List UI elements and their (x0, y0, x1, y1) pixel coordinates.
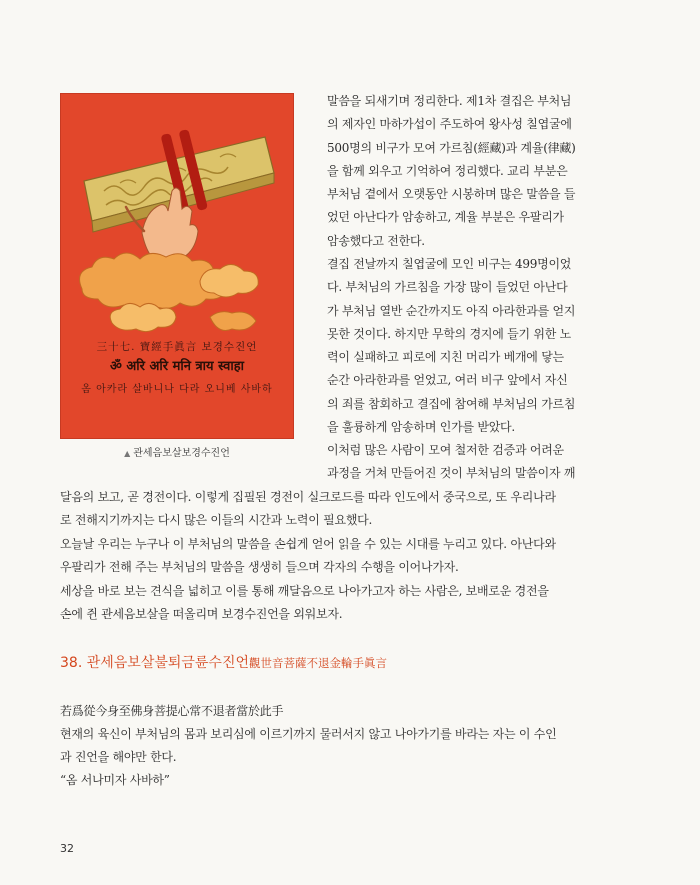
paragraph-recite (60, 580, 610, 627)
text-line: 오늘날 우리는 누구나 이 부처님의 말씀을 손쉽게 얻어 읽을 수 있는 시대를 누리고 있다. 아난다와 (60, 537, 556, 551)
section-number: 38. (60, 655, 83, 671)
text-line: 력이 실패하고 피로에 지친 머리가 베개에 닿는 (327, 350, 564, 365)
text-line: 었던 아난다가 암송하고, 계율 부분은 우팔리가 (327, 210, 564, 225)
cloud-motif (80, 253, 259, 332)
paragraph-sutra-origin (327, 439, 610, 486)
text-line: 의 죄를 참회하고 결집에 참여해 부처님의 가르침 (327, 396, 576, 411)
verse-translation (60, 723, 610, 770)
figure-korean-line: 옴 아카라 살바니나 다라 오니베 사바하 (81, 384, 273, 395)
text-line: 이처럼 많은 사람이 모여 철저한 검증과 어려운 (327, 443, 564, 457)
text-line: 가 부처님 열반 순간까지도 아직 아라한과를 얻지 (327, 303, 576, 318)
caption-text: 관세음보살보경수진언 (133, 448, 230, 459)
text-line: 우팔리가 전해 주는 부처님의 말씀을 생생히 들으며 각자의 수행을 이어나가자. (60, 560, 459, 575)
section-title-korean: 관세음보살불퇴금륜수진언 (86, 655, 250, 671)
text-line: 암송했다고 전한다. (327, 233, 425, 248)
paragraph-today (60, 533, 610, 580)
text-line: 현재의 육신이 부처님의 몸과 보리심에 이르기까지 물러서지 않고 나아가기를 바라는 자는 이 수인 (60, 727, 557, 741)
text-line: 말씀을 되새기며 정리한다. 제1차 결집은 부처님 (327, 94, 572, 108)
text-line: 을 함께 외우고 기억하여 정리했다. 교리 부분은 (327, 163, 568, 178)
text-line: “옴 서나미자 사바하” (60, 773, 170, 787)
figure-caption (60, 444, 294, 459)
text-line: 손에 쥔 관세음보살을 떠올리며 보경수진언을 외워보자. (60, 607, 343, 622)
text-line: 若爲從今身至佛身菩提心常不退者當於此手 (60, 704, 284, 718)
text-line: 순간 아라한과를 얻었고, 여러 비구 앞에서 자신 (327, 373, 568, 388)
section-title-hanja: 觀世音菩薩不退金輪手眞言 (249, 656, 388, 670)
text-line: 의 제자인 마하가섭이 주도하여 왕사성 칠엽굴에 (327, 117, 572, 132)
caption-triangle-icon: ▲ (124, 449, 131, 458)
text-line: 부처님 곁에서 오랫동안 시봉하며 많은 말씀을 들 (327, 187, 576, 202)
text-line: 500명의 비구가 모여 가르침(經藏)과 계율(律藏) (327, 140, 576, 155)
text-line: 달음의 보고, 곧 경전이다. 이렇게 집필된 경전이 실크로드를 따라 인도에서 중국으로, 또 우리나라 (60, 490, 556, 504)
text-line: 세상을 바로 보는 견식을 넓히고 이를 통해 깨달음으로 나아가고자 하는 사람은, 보배로운 경전을 (60, 584, 549, 598)
figure-sanskrit-line: ॐ अरि अरि मनि त्राय स्वाहा (109, 359, 245, 374)
hanja-verse (60, 700, 610, 723)
paragraph-ananda (327, 253, 610, 439)
mantra-illustration (60, 93, 294, 439)
text-line: 로 전해지기까지는 다시 많은 이들의 시간과 노력이 필요했다. (60, 513, 373, 528)
paragraph-first-council (327, 90, 610, 253)
text-line: 과 진언을 해야만 한다. (60, 750, 177, 765)
paragraph-transmission (60, 486, 610, 533)
text-line: 결집 전날까지 칠엽굴에 모인 비구는 499명이었 (327, 257, 572, 271)
text-line: 과정을 거쳐 만들어진 것이 부처님의 말씀이자 깨 (327, 466, 576, 481)
text-line: 을 훌륭하게 암송하며 인가를 받았다. (327, 420, 515, 435)
section-heading (60, 652, 387, 672)
figure-title-line: 三十七. 寶經手眞言 보경수진언 (96, 341, 258, 353)
page-number: 32 (60, 842, 74, 855)
text-line: 다. 부처님의 가르침을 가장 많이 들었던 아난다 (327, 280, 568, 295)
mantra-text (60, 769, 610, 792)
text-line: 못한 것이다. 하지만 무학의 경지에 들기 위한 노 (327, 326, 572, 341)
